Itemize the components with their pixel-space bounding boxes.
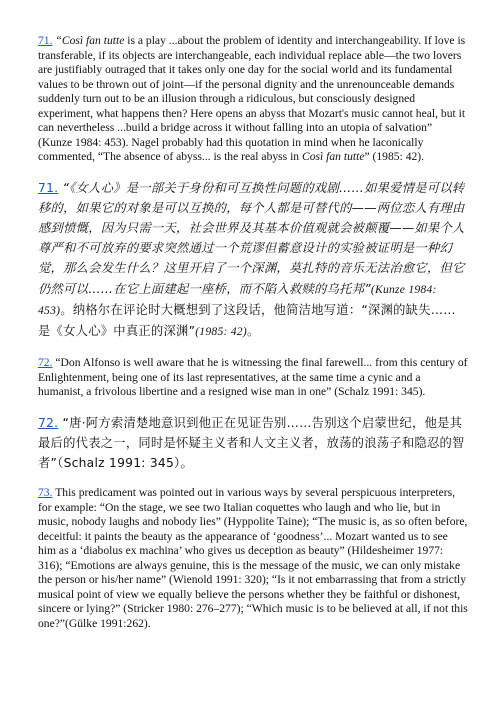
- note-number-link[interactable]: 72.: [38, 356, 53, 370]
- note-73-en: [38, 486, 468, 631]
- note-text-segment: “Don Alfonso is well aware that he is witnessing the final farewell... from this century of Enlightenment, being one of its last representatives, at the same time a cynic and a humanist, a frivolous libertine and a resigned wise man in one” (Schalz 1991: 345).: [38, 356, 468, 399]
- note-text-segment: 。纳格尔在评论时大概想到了这段话，他简洁地写道：“深渊的缺失……是《女人心》中真正的深渊”: [38, 302, 456, 338]
- document-page: [38, 34, 468, 644]
- note-72-en: [38, 356, 468, 400]
- note-number-link[interactable]: 72.: [38, 415, 59, 430]
- note-citation: (Kunze 1984: 453): [38, 282, 437, 317]
- note-citation: (1985: 42): [195, 324, 247, 338]
- note-72-zh: [38, 413, 468, 474]
- note-text-segment: ” (1985: 42).: [364, 150, 425, 163]
- note-text-segment: “Così fan tutte: [55, 34, 125, 47]
- note-number-link[interactable]: 73.: [38, 486, 53, 500]
- note-text-segment: This predicament was pointed out in various ways by several perspicuous interpreters, for example: “On the stage, we see two Italian coquettes who laugh and who lie, but in music, nobody laughs and nobody lies” (Hyppolite Taine); “The music is, as so often before, deceitful: it paints the beauty as the appearance of ‘goodness’... Mozart wanted us to see him as a ‘diabolus ex machina’ who gives us deception as beauty” (Hildesheimer 1977: 316); “Emotions are always genuine, this is the message of the music, we can only mistake the person or his/her name” (Wienold 1991: 320); “Is it not embarrassing that from a strictly musical point of view we equally believe the persons whether they be faithful or dishonest, sincere or lying?” (Stricker 1980: 276–277); “Which music is to be believed at all, if not this one?”(Gülke 1991:262).: [38, 486, 468, 630]
- note-text-segment: 。: [246, 323, 260, 338]
- note-number-link[interactable]: 71.: [38, 34, 53, 47]
- note-number-link[interactable]: 71.: [38, 180, 59, 195]
- note-text-segment: “唐·阿方索清楚地意识到他正在见证告别……告别这个启蒙世纪，他是其最后的代表之一，同时是怀疑主义者和人文主义者，放荡的浪荡子和隐忍的智者”（Schalz 1991: 345）。: [38, 415, 465, 471]
- note-text-segment: Così fan tutte: [302, 150, 365, 163]
- note-text-segment: is a play ...about the problem of identity and interchangeability. If love is transferable, if its objects are interchangeable, each individual replace able—the two lovers are justifiably outraged that it takes only one day for the social world and its fundamental values to be thrown out of joint—if the personal dignity and the unrenounceable demands suddenly turn out to be an illusion through a ridiculous, but consciously designed experiment, what happens then? Here opens an abyss that Mozart's music cannot heal, but it can nevertheless ...build a bridge across it without falling into an utopia of salvation” (Kunze 1984: 453). Nagel probably had this quotation in mind when he laconically commented, “The absence of abyss... is the real abyss in: [38, 34, 466, 163]
- note-71-en: [38, 34, 468, 165]
- note-71-zh: [38, 178, 468, 343]
- note-text-segment: “《女人心》是一部关于身份和可互换性问题的戏剧……如果爱情是可以转移的，如果它的对象是可以互换的，每个人都是可替代的——两位恋人有理由感到愤慨，因为只需一天，社会世界及其基本价值观就会被颠覆——如果个人尊严和不可放弃的要求突然通过一个荒谬但蓄意设计的实验被证明是一种幻觉，那么会发生什么？这里开启了一个深渊，莫扎特的音乐无法治愈它，但它仍然可以……在它上面建起一座桥，而不陷入救赎的乌托邦”: [38, 180, 465, 296]
